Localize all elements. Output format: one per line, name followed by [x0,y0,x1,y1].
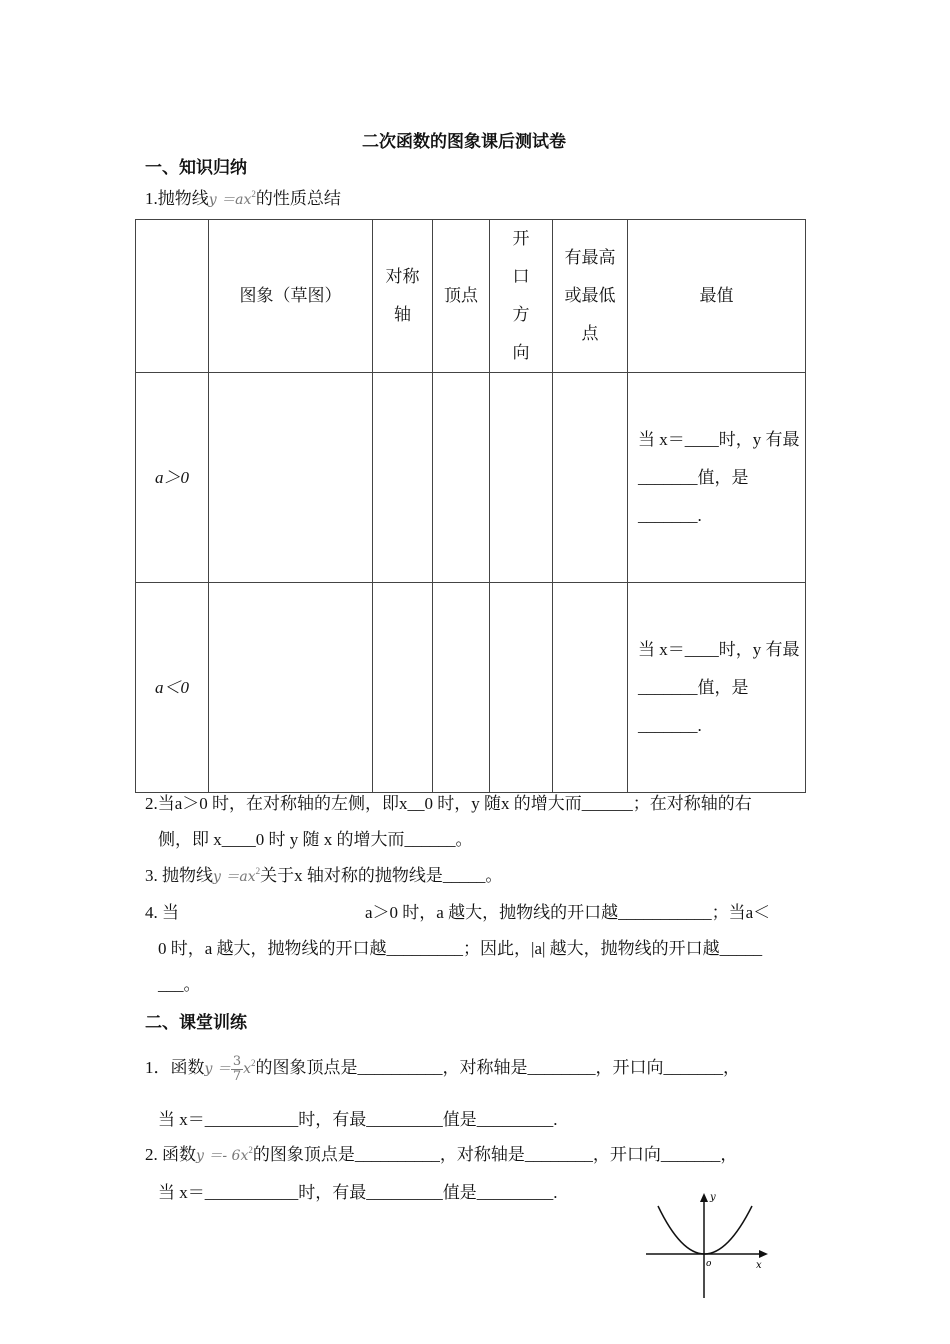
header-graph: 图象（草图） [209,220,373,373]
y-axis-label: y [710,1192,716,1203]
parabola-curve [658,1206,752,1254]
parabola-graph [640,1186,775,1301]
cell-value-positive: 当 x＝____时，y 有最_______值，是_______. [628,373,806,583]
header-extreme-value: 最值 [628,220,806,373]
header-axis: 对称轴 [373,220,433,373]
cell-direction-negative [490,583,553,793]
y-axis-arrow [700,1193,708,1202]
x-axis-label: x [756,1260,762,1271]
header-empty [136,220,209,373]
page-title: 二次函数的图象课后测试卷 [362,132,566,151]
cell-value-negative: 当 x＝____时，y 有最_______值，是_______. [628,583,806,793]
cell-direction-positive [490,373,553,583]
cell-vertex-negative [433,583,490,793]
cell-point-negative [553,583,628,793]
q3-formula: y ＝ax [213,869,256,885]
cell-graph-negative [209,583,373,793]
cell-point-positive [553,373,628,583]
p1-line2: 当 x＝___________时，有最_________值是_________. [158,1110,558,1129]
header-direction: 开口方向 [490,220,553,373]
cell-graph-positive [209,373,373,583]
cell-vertex-positive [433,373,490,583]
cell-axis-positive [373,373,433,583]
p1-line1: 1．函数y ＝ $\frac{3}{7}$ $x^2$的图象顶点是__________，对称轴是________，开口向_______， [145,1053,741,1084]
section2-heading: 二、课堂训练 [145,1013,247,1032]
x-axis-arrow [759,1250,768,1258]
p2-line2: 当 x＝___________时，有最_________值是_________. [158,1183,558,1202]
item1-prefix: 1.抛物线 [145,189,209,208]
item1-suffix: 的性质总结 [255,189,341,208]
header-vertex: 顶点 [433,220,490,373]
origin-label: o [706,1259,712,1269]
q4-start: 4. 当 [145,903,179,922]
properties-table [135,219,806,793]
header-extreme-point: 有最高或最低点 [553,220,628,373]
p2-line1: 2. 函数$y =- 6x^2$的图象顶点是__________，对称轴是________，开口向_______， [145,1145,738,1164]
item1-formula: y ＝ax [208,192,252,208]
q2-line2: 侧，即 x____0 时 y 随 x 的增大而______。 [158,830,473,849]
p1-fraction: $\frac{3}{7}$ [232,1053,242,1084]
q4-line1: a＞0 时，a 越大，抛物线的开口越___________；当a＜ [365,903,771,922]
section1-heading: 一、知识归纳 [145,158,247,177]
item1-text: 1.抛物线$y =ax^2$的性质总结 [145,189,341,208]
q4-line3: ___。 [158,975,201,994]
row-label-positive: a＞0 [136,373,209,583]
cell-axis-negative [373,583,433,793]
p2-formula: y ＝- 6x [196,1148,249,1164]
row-label-negative: a＜0 [136,583,209,793]
q4-line2: 0 时，a 越大，抛物线的开口越_________；因此，|a| 越大，抛物线的开口越_____ [158,939,763,958]
q3-text: 3. 抛物线$y =ax^2$关于x 轴对称的抛物线是_____。 [145,866,503,885]
q2-line1: 2.当a＞0 时，在对称轴的左侧，即x__0 时，y 随x 的增大而______；在对称轴的右 [145,794,752,813]
